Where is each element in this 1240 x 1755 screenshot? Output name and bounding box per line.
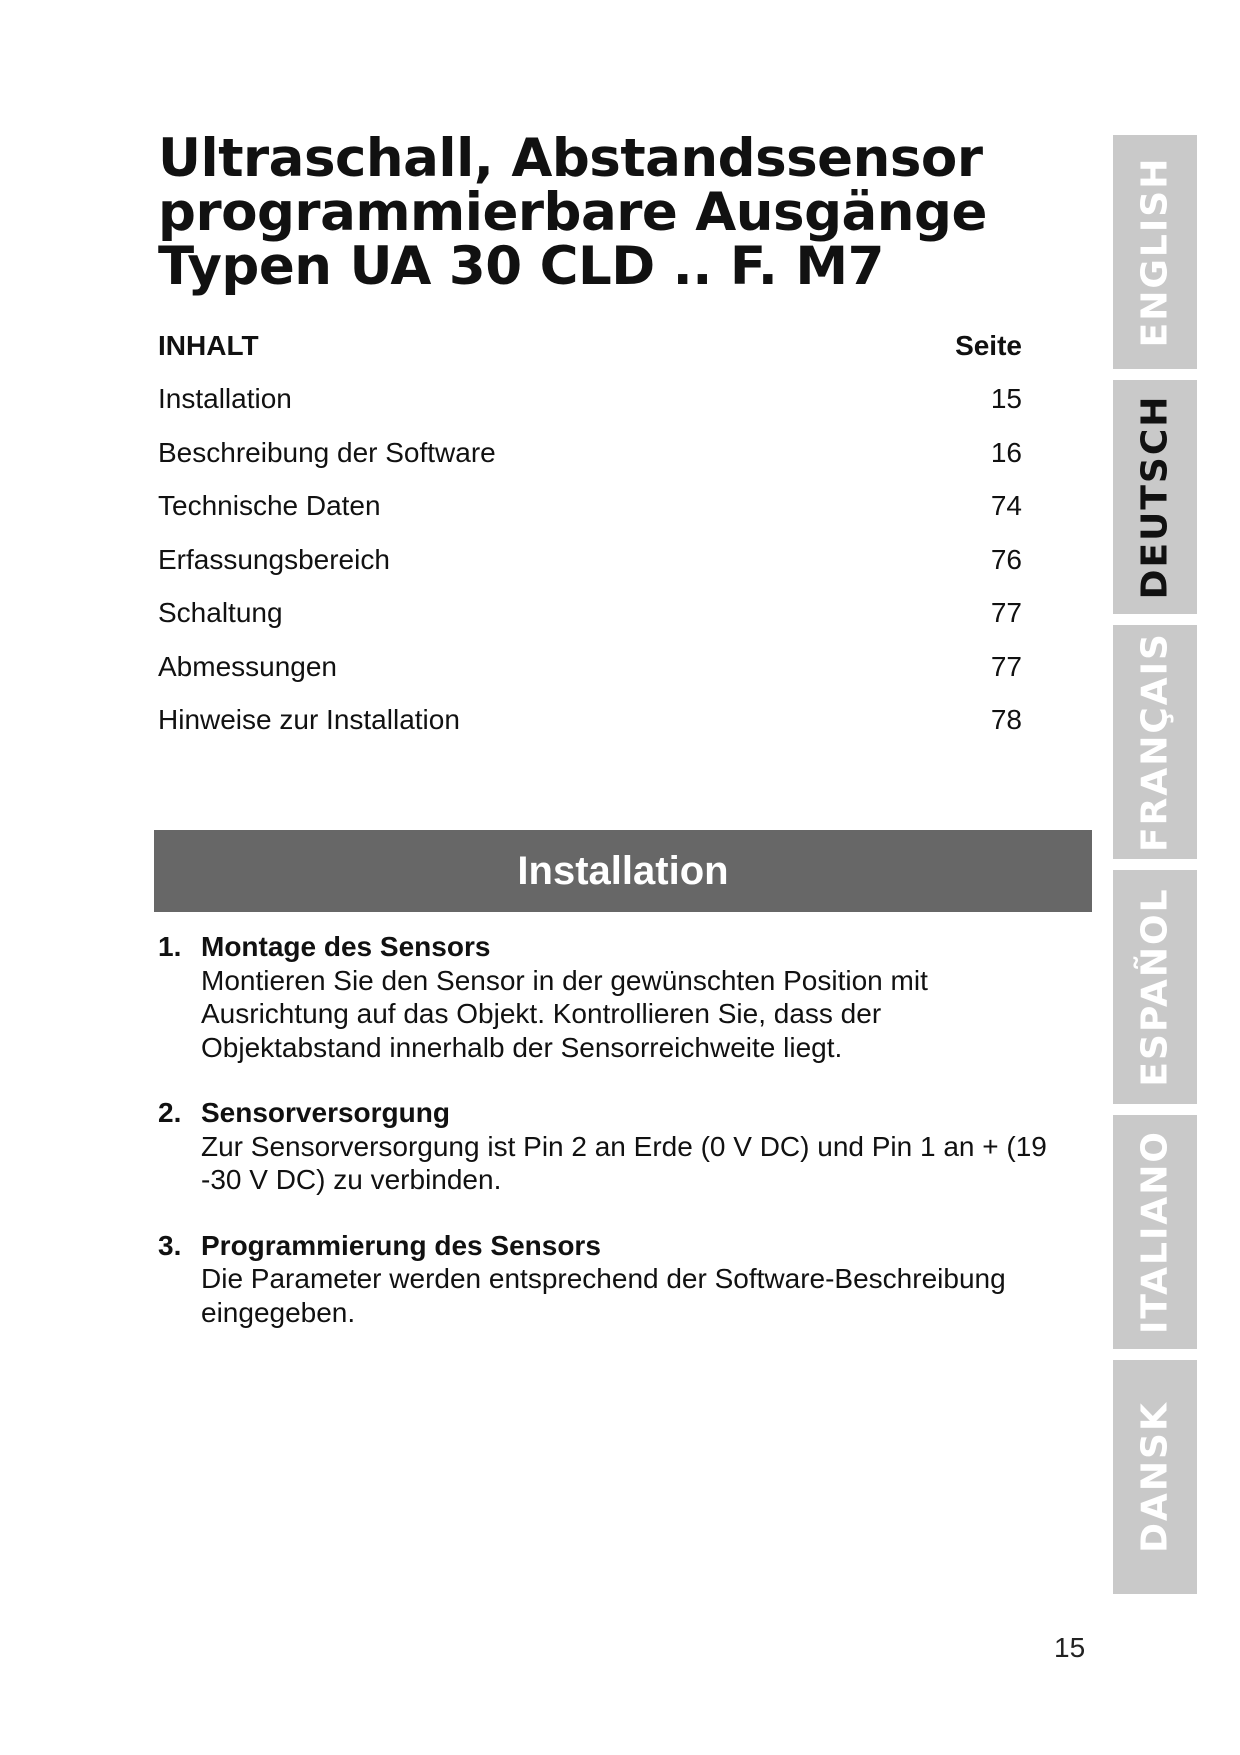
language-tab-label: ESPAÑOL xyxy=(1134,887,1176,1087)
toc-entry-label: Erfassungsbereich xyxy=(158,543,390,575)
language-tab-label: DEUTSCH xyxy=(1134,394,1176,600)
toc-entry-label: Schaltung xyxy=(158,597,283,628)
step-title: Montage des Sensors xyxy=(201,931,491,962)
toc-entry-label: Abmessungen xyxy=(158,650,338,682)
step-body: Montieren Sie den Sensor in der gewünschten Position mit Ausrichtung auf das Objekt. Kontrollieren Sie, dass der Objektabstand innerhalb der Sensorreichweite liegt. xyxy=(201,964,928,1063)
language-tab-label: ITALIANO xyxy=(1134,1130,1176,1334)
language-tab-english[interactable] xyxy=(1113,135,1197,369)
toc-page-heading: Seite xyxy=(955,330,1022,361)
toc-entry-label: Beschreibung der Software xyxy=(158,436,496,468)
title-line-1: Ultraschall, Abstandssensor xyxy=(158,128,983,189)
page-title xyxy=(158,128,1058,297)
title-line-3: Typen UA 30 CLD .. F. M7 xyxy=(158,236,885,297)
step-title: Programmierung des Sensors xyxy=(201,1229,601,1261)
toc-entry-page: 16 xyxy=(990,436,1022,468)
toc-entry-page: 15 xyxy=(990,383,1022,414)
language-tab-dansk[interactable] xyxy=(1113,1360,1197,1594)
toc-entry-page: 76 xyxy=(990,543,1022,575)
language-tab-italiano[interactable] xyxy=(1113,1115,1197,1349)
table-of-contents xyxy=(158,330,1022,758)
toc-entry xyxy=(158,597,1022,651)
step-number: 1. xyxy=(158,931,182,962)
toc-entry-page: 74 xyxy=(990,490,1022,521)
step-item xyxy=(158,1229,1058,1330)
page-number: 15 xyxy=(1054,1632,1086,1663)
language-tab-deutsch[interactable] xyxy=(1113,380,1197,614)
language-tab-label: ENGLISH xyxy=(1134,156,1176,348)
toc-entry-page: 77 xyxy=(990,597,1022,628)
step-number: 3. xyxy=(158,1229,182,1261)
toc-entry-label: Installation xyxy=(158,383,292,414)
toc-entry xyxy=(158,383,1022,437)
step-item xyxy=(158,930,1058,1064)
section-title: Installation xyxy=(517,848,729,893)
step-number: 2. xyxy=(158,1097,182,1128)
step-body: Die Parameter werden entsprechend der Software-Beschreibung eingegeben. xyxy=(201,1263,1006,1328)
toc-entry-page: 78 xyxy=(990,704,1022,735)
step-title: Sensorversorgung xyxy=(201,1097,450,1128)
language-tab-label: FRANÇAIS xyxy=(1134,632,1176,852)
toc-heading: INHALT xyxy=(158,330,259,361)
toc-entry-label: Technische Daten xyxy=(158,490,381,521)
language-tab-espanol[interactable] xyxy=(1113,870,1197,1104)
language-tab-francais[interactable] xyxy=(1113,625,1197,859)
toc-header xyxy=(158,330,1022,383)
language-tab-label: DANSK xyxy=(1134,1401,1176,1553)
toc-entry xyxy=(158,437,1022,491)
toc-entry xyxy=(158,490,1022,544)
title-line-2: programmierbare Ausgänge xyxy=(158,182,987,243)
step-body: Zur Sensorversorgung ist Pin 2 an Erde (0 V DC) und Pin 1 an + (19 -30 V DC) zu verbinden. xyxy=(201,1130,1047,1195)
installation-steps xyxy=(158,930,1058,1361)
toc-entry-page: 77 xyxy=(990,650,1022,682)
section-banner xyxy=(154,830,1092,912)
toc-entry xyxy=(158,704,1022,758)
step-item xyxy=(158,1096,1058,1197)
toc-entry xyxy=(158,651,1022,705)
toc-entry-label: Hinweise zur Installation xyxy=(158,704,460,735)
toc-entry xyxy=(158,544,1022,598)
